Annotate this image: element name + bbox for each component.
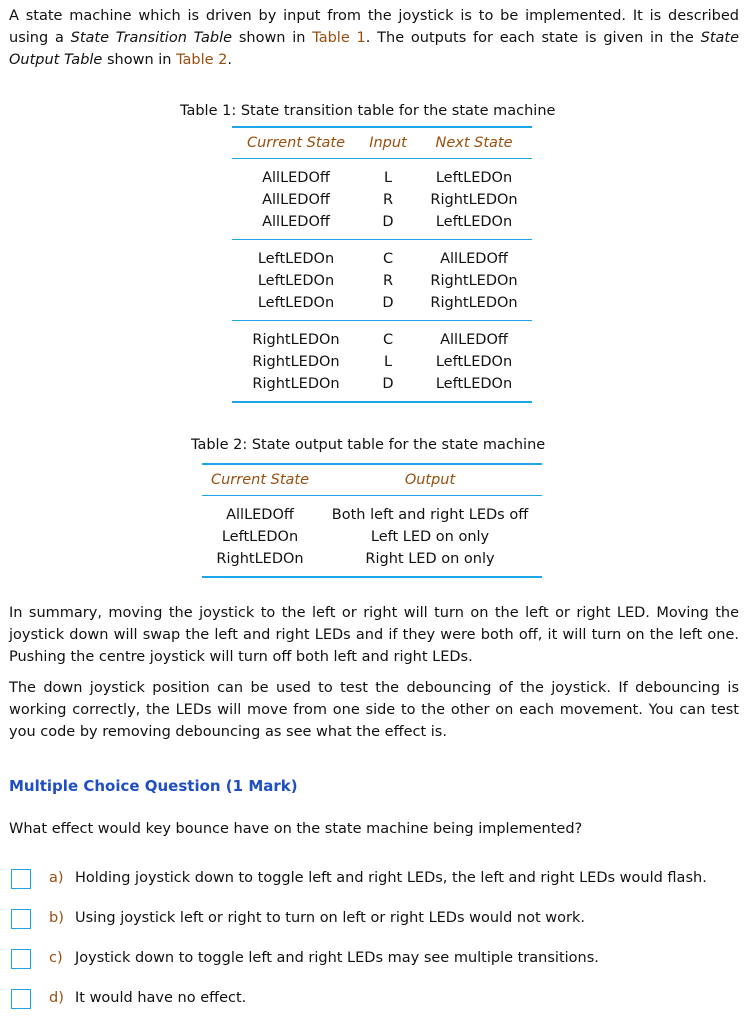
cell-input: C	[360, 240, 416, 271]
cell-current-state: AllLEDOff	[262, 170, 330, 186]
table-row	[232, 351, 532, 373]
cell-current-state: AllLEDOff	[262, 192, 330, 208]
table-row	[232, 159, 532, 190]
state-output-table	[202, 463, 542, 578]
cell-current-state: LeftLEDOn	[221, 529, 299, 545]
table-1-caption: Table 1: State transition table for the state machine	[180, 103, 556, 119]
column-header-current-state: Current State	[202, 464, 318, 496]
table-row	[232, 240, 532, 271]
option-text: It would have no effect.	[75, 990, 247, 1006]
question-text: What effect would key bounce have on the state machine being implemented?	[9, 821, 583, 837]
cell-current-state: AllLEDOff	[226, 507, 294, 523]
table-row	[232, 321, 532, 352]
intro-text: shown in	[238, 30, 306, 46]
table-row	[232, 292, 532, 321]
cell-next-state: RightLEDOn	[430, 273, 518, 289]
cell-input: D	[360, 373, 416, 402]
column-header-current-state: Current State	[232, 127, 360, 159]
cell-input: R	[382, 192, 394, 208]
option-a[interactable]	[11, 869, 746, 893]
cell-input: R	[382, 273, 394, 289]
table-row	[232, 270, 532, 292]
table-row	[202, 496, 542, 527]
option-a-checkbox[interactable]	[11, 869, 31, 889]
cell-input: L	[383, 354, 393, 370]
cell-current-state: AllLEDOff	[262, 214, 330, 230]
intro-term-output-table: State Output Table	[9, 30, 740, 68]
cell-output: Right LED on only	[318, 548, 542, 577]
table-2-link[interactable]: Table 2	[176, 52, 228, 68]
cell-next-state: AllLEDOff	[416, 321, 532, 352]
debounce-paragraph: The down joystick position can be used to test the debouncing of the joystick. If debouncing is working correctly, the LEDs will move from one side to the other on each movement. You can test you code by removing debouncing as see what the effect is.	[9, 680, 739, 740]
intro-text: . The outputs for each state is given in the	[365, 30, 694, 46]
cell-input: C	[360, 321, 416, 352]
option-text: Using joystick left or right to turn on left or right LEDs would not work.	[75, 910, 585, 926]
cell-current-state: RightLEDOn	[252, 354, 340, 370]
option-text: Holding joystick down to toggle left and right LEDs, the left and right LEDs would flash.	[75, 870, 707, 886]
cell-next-state: RightLEDOn	[430, 295, 518, 311]
cell-next-state: AllLEDOff	[416, 240, 532, 271]
cell-next-state: LeftLEDOn	[435, 354, 513, 370]
cell-current-state: LeftLEDOn	[232, 240, 360, 271]
option-b[interactable]	[11, 909, 746, 933]
option-b-checkbox[interactable]	[11, 909, 31, 929]
cell-input: D	[382, 214, 394, 230]
cell-current-state: RightLEDOn	[232, 373, 360, 402]
intro-paragraph	[9, 5, 739, 71]
table-row	[232, 373, 532, 402]
table-row	[232, 211, 532, 240]
option-c[interactable]	[11, 949, 746, 973]
table-header-row	[202, 464, 542, 496]
intro-text: .	[227, 52, 233, 68]
cell-input: L	[383, 170, 393, 186]
cell-next-state: LeftLEDOn	[435, 214, 513, 230]
option-letter: d)	[49, 990, 64, 1006]
cell-input: D	[382, 295, 394, 311]
summary-paragraph: In summary, moving the joystick to the left or right will turn on the left or right LED. Moving the joystick down will swap the left and right LEDs and if they were both off, it will turn on the left one. Pushing the centre joystick will turn off both left and right LEDs.	[9, 605, 739, 665]
option-letter: b)	[49, 910, 64, 926]
cell-next-state: LeftLEDOn	[416, 373, 532, 402]
intro-text: shown in	[106, 52, 172, 68]
option-letter: c)	[49, 950, 63, 966]
cell-current-state: LeftLEDOn	[257, 295, 335, 311]
cell-output: Both left and right LEDs off	[331, 507, 529, 523]
cell-output: Left LED on only	[370, 529, 490, 545]
column-header-next-state: Next State	[416, 127, 532, 159]
column-header-input: Input	[360, 127, 416, 159]
option-d[interactable]	[11, 989, 746, 1013]
table-row	[202, 548, 542, 577]
column-header-output: Output	[318, 464, 542, 496]
intro-text: A state machine which is driven by input from the joystick is to be implemented. It is described using a	[9, 8, 739, 46]
option-d-checkbox[interactable]	[11, 989, 31, 1009]
cell-current-state: RightLEDOn	[202, 548, 318, 577]
cell-current-state: RightLEDOn	[232, 321, 360, 352]
option-letter: a)	[49, 870, 64, 886]
mcq-heading: Multiple Choice Question (1 Mark)	[9, 777, 298, 795]
cell-next-state: RightLEDOn	[430, 192, 518, 208]
table-header-row	[232, 127, 532, 159]
option-text: Joystick down to toggle left and right LEDs may see multiple transitions.	[75, 950, 599, 966]
intro-term-transition-table: State Transition Table	[70, 30, 233, 46]
state-transition-table	[232, 126, 532, 403]
cell-next-state: LeftLEDOn	[435, 170, 513, 186]
cell-current-state: LeftLEDOn	[257, 273, 335, 289]
table-row	[202, 526, 542, 548]
table-2-caption: Table 2: State output table for the state machine	[191, 437, 546, 453]
table-row	[232, 189, 532, 211]
table-1-link[interactable]: Table 1	[312, 30, 366, 46]
option-c-checkbox[interactable]	[11, 949, 31, 969]
